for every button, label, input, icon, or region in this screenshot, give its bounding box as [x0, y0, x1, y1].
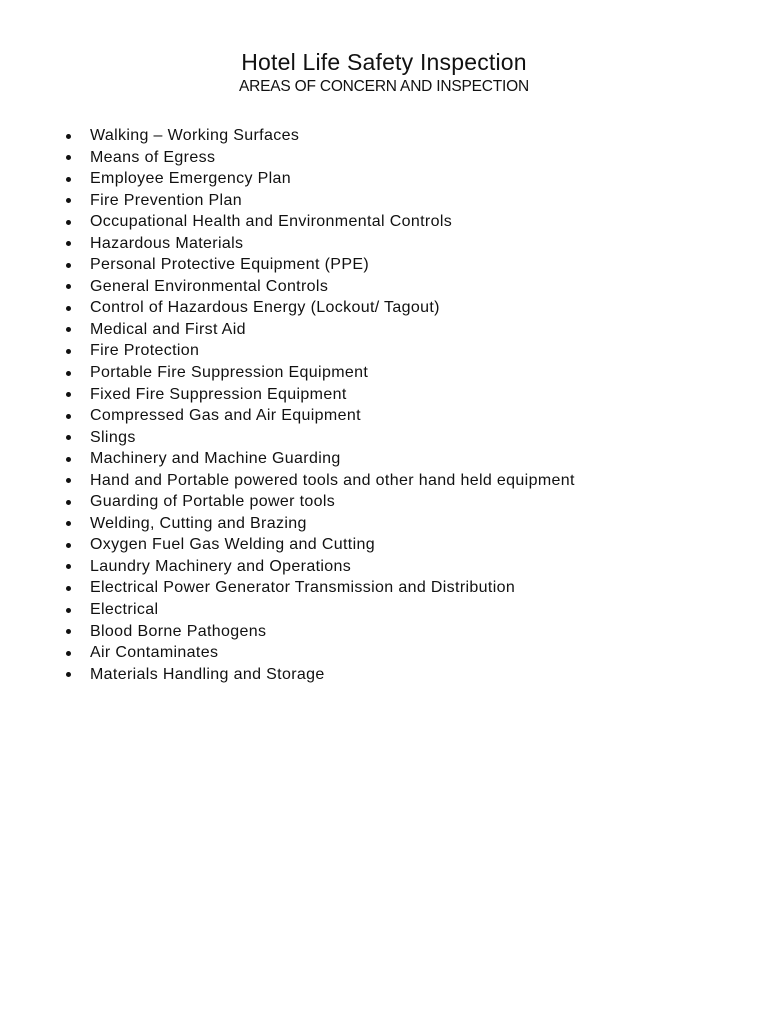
- bullet-icon: [66, 564, 71, 569]
- list-item-text: Hand and Portable powered tools and other hand held equipment: [90, 471, 575, 489]
- bullet-icon: [66, 220, 71, 225]
- list-item-text: Walking – Working Surfaces: [90, 127, 300, 144]
- list-item-text: Fire Prevention Plan: [90, 191, 242, 209]
- bullet-icon: [66, 241, 71, 246]
- bullet-icon: [66, 629, 71, 634]
- bullet-icon: [66, 392, 71, 397]
- list-item-text: Slings: [90, 428, 136, 446]
- bullet-icon: [66, 198, 71, 203]
- list-item-text: Electrical: [90, 601, 159, 619]
- list-item-text: Air Contaminates: [90, 644, 219, 662]
- list-item: [64, 319, 744, 341]
- bullet-icon: [66, 306, 71, 311]
- list-item: [64, 233, 744, 255]
- bullet-icon: [66, 177, 71, 182]
- bullet-icon: [66, 327, 71, 332]
- list-item: [64, 621, 744, 643]
- list-item: [64, 190, 744, 212]
- list-item-text: Fixed Fire Suppression Equipment: [90, 385, 347, 403]
- list-item: [64, 405, 744, 427]
- list-item-text: Fire Protection: [90, 342, 200, 360]
- list-item: [64, 340, 744, 362]
- list-item-text: Occupational Health and Environmental Controls: [90, 213, 453, 231]
- list-item-text: Control of Hazardous Energy (Lockout/ Tagout): [90, 299, 440, 317]
- list-item: [64, 297, 744, 319]
- list-item-text: Machinery and Machine Guarding: [90, 450, 341, 468]
- bullet-icon: [66, 414, 71, 419]
- list-item-text: Compressed Gas and Air Equipment: [90, 407, 361, 425]
- list-item-text: Hazardous Materials: [90, 234, 244, 252]
- bullet-icon: [66, 263, 71, 268]
- document-title: Hotel Life Safety Inspection: [241, 49, 527, 75]
- bullet-icon: [66, 371, 71, 376]
- inspection-areas-list: [64, 125, 744, 685]
- list-item-text: Blood Borne Pathogens: [90, 622, 267, 640]
- list-item: [64, 556, 744, 578]
- list-item: [64, 599, 744, 621]
- list-item-text: Means of Egress: [90, 148, 216, 166]
- bullet-icon: [66, 478, 71, 483]
- list-item: [64, 168, 744, 190]
- list-item-text: Employee Emergency Plan: [90, 170, 292, 188]
- bullet-icon: [66, 608, 71, 613]
- list-item: [64, 211, 744, 233]
- bullet-icon: [66, 586, 71, 591]
- list-item: [64, 642, 744, 664]
- list-item-text: Laundry Machinery and Operations: [90, 557, 352, 575]
- list-item-text: Electrical Power Generator Transmission and Distribution: [90, 579, 516, 597]
- list-item: [64, 362, 744, 384]
- list-item: [64, 147, 744, 169]
- list-item: [64, 384, 744, 406]
- list-item: [64, 513, 744, 535]
- list-item-text: Welding, Cutting and Brazing: [90, 514, 307, 532]
- bullet-icon: [66, 284, 71, 289]
- list-item-text: General Environmental Controls: [90, 277, 329, 295]
- list-item-text: Guarding of Portable power tools: [90, 493, 336, 511]
- list-item: [64, 427, 744, 449]
- list-item: [64, 125, 744, 147]
- bullet-icon: [66, 435, 71, 440]
- bullet-icon: [66, 521, 71, 526]
- list-item: [64, 470, 744, 492]
- list-item: [64, 577, 744, 599]
- bullet-icon: [66, 543, 71, 548]
- bullet-icon: [66, 134, 71, 139]
- list-item-text: Personal Protective Equipment (PPE): [90, 256, 370, 274]
- list-item-text: Materials Handling and Storage: [90, 665, 325, 683]
- list-item-text: Oxygen Fuel Gas Welding and Cutting: [90, 536, 375, 554]
- bullet-icon: [66, 651, 71, 656]
- bullet-icon: [66, 155, 71, 160]
- bullet-icon: [66, 672, 71, 677]
- list-item-text: Medical and First Aid: [90, 320, 246, 338]
- list-item: [64, 276, 744, 298]
- list-item: [64, 254, 744, 276]
- list-item: [64, 534, 744, 556]
- list-item-text: Portable Fire Suppression Equipment: [90, 364, 369, 382]
- list-item: [64, 664, 744, 686]
- bullet-icon: [66, 457, 71, 462]
- bullet-icon: [66, 349, 71, 354]
- bullet-icon: [66, 500, 71, 505]
- list-item: [64, 491, 744, 513]
- list-item: [64, 448, 744, 470]
- document-subtitle: AREAS OF CONCERN AND INSPECTION: [238, 78, 530, 95]
